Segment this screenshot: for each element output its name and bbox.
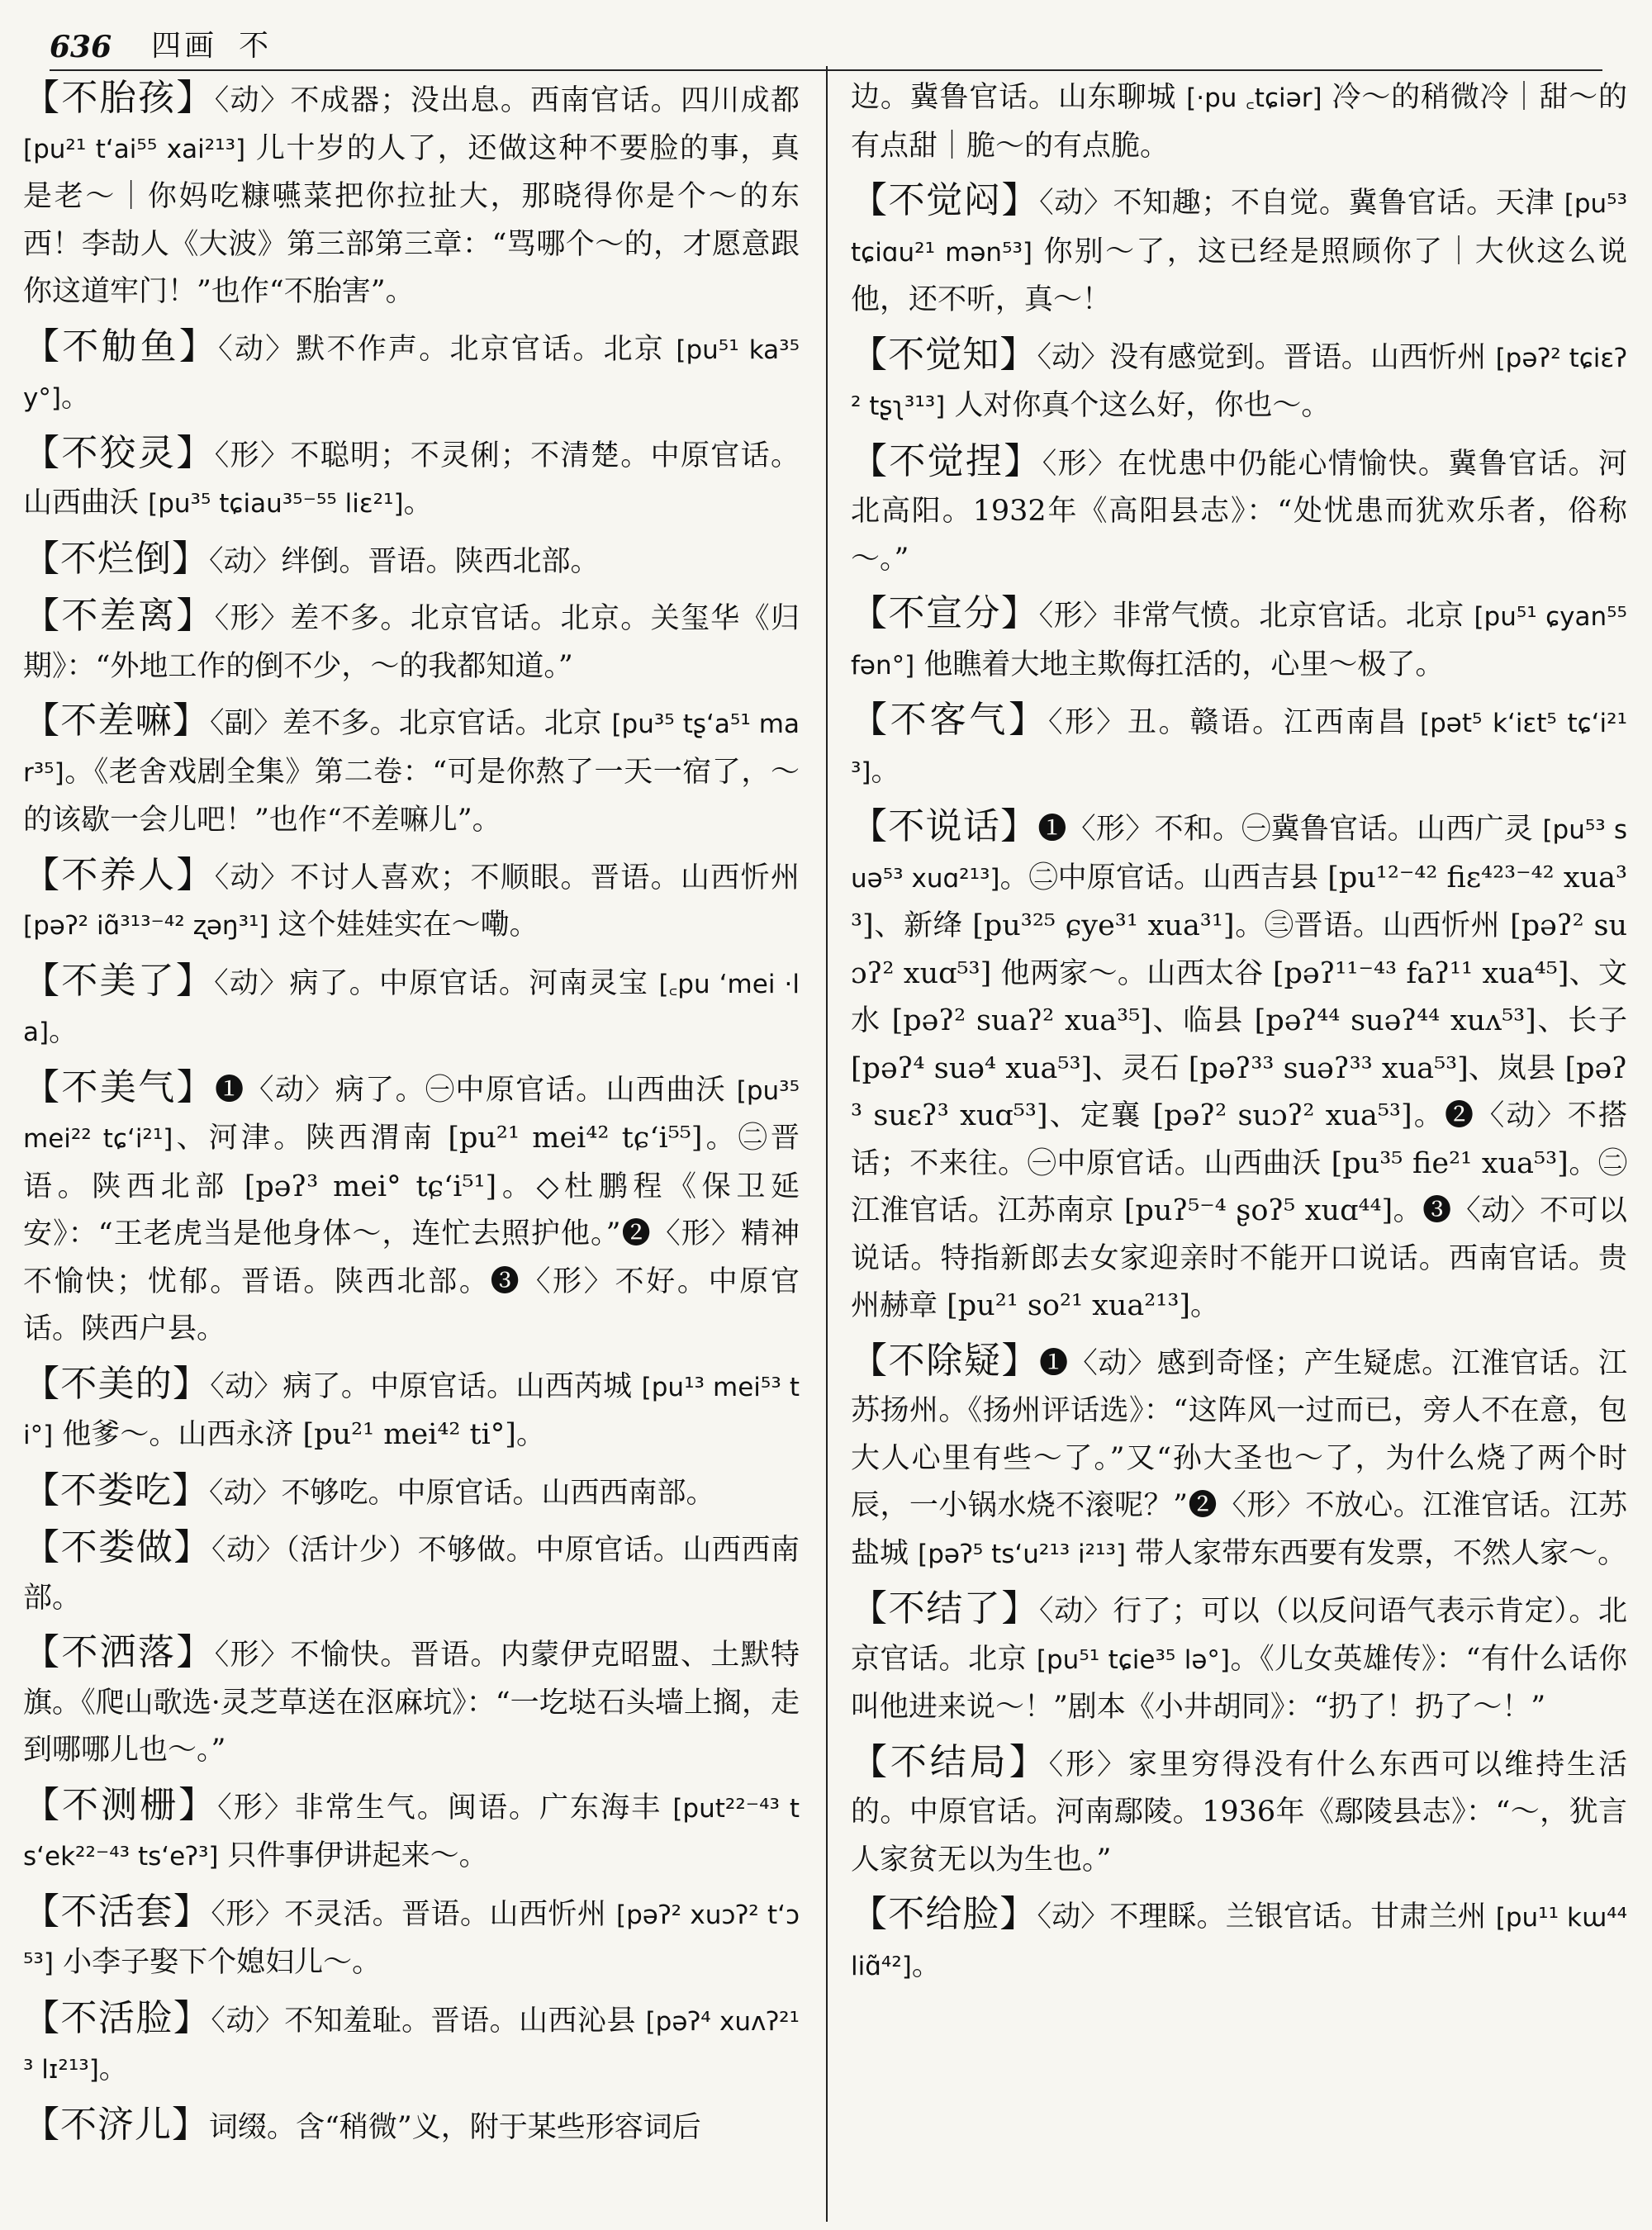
dictionary-entry <box>23 323 800 423</box>
entry-definition: 〈动〉行了；可以（以反问语气表示肯定）。北京官话。北京 <box>851 1595 1627 1676</box>
entry-pronunciation: [pu¹³ mei⁵³ ti°] <box>23 1372 800 1450</box>
entry-definition: 〈形〉家里穷得没有什么东西可以维持生活的。中原官话。河南鄢陵。1936年《鄢陵县志》：“～，犹言人家贫无以为生也。” <box>851 1748 1627 1877</box>
entry-headword: 【不差嘛】 <box>23 700 210 742</box>
entry-headword: 【不觉闷】 <box>851 179 1040 221</box>
entry-headword: 【不烂倒】 <box>23 537 209 580</box>
entry-pronunciation: [pu²¹ t‘ai⁵⁵ xai²¹³] <box>23 134 246 164</box>
entry-pronunciation: [pu³⁵ tɕiau³⁵⁻⁵⁵ liɛ²¹] <box>148 489 404 519</box>
entry-definition: 〈动〉绊倒。晋语。陕西北部。 <box>209 544 600 578</box>
entry-continuation: 冷～的稍微冷｜甜～的有点甜｜脆～的有点脆。 <box>851 81 1627 163</box>
entry-definition: 〈形〉丑。赣语。江西南昌 <box>1047 706 1420 739</box>
entry-headword: 【不娄吃】 <box>23 1468 209 1511</box>
entry-definition: 〈动〉不理睬。兰银官话。甘肃兰州 <box>1037 1900 1496 1933</box>
entry-headword: 【不济儿】 <box>23 2103 209 2146</box>
entry-headword: 【不娄做】 <box>23 1526 211 1568</box>
dictionary-entry <box>851 1585 1627 1732</box>
section-label: 四画 <box>151 29 218 63</box>
entry-continuation: 。 <box>60 381 90 414</box>
entry-definition: 〈形〉非常生气。闽语。广东海丰 <box>217 1791 673 1824</box>
dictionary-entry <box>23 697 800 845</box>
header-character: 不 <box>239 29 273 63</box>
entry-definition: 〈动〉没有感觉到。晋语。山西忻州 <box>1037 340 1496 374</box>
dictionary-entry <box>851 177 1627 325</box>
entry-pronunciation: [pəʔ² tɕiɛʔ² tʂʅ³¹³] <box>851 343 1627 421</box>
entry-continuation: 这个娃娃实在～嘞。 <box>268 909 539 942</box>
dictionary-entry <box>23 429 800 529</box>
entry-definition: 〈动〉不够吃。中原官话。山西西南部。 <box>209 1476 715 1510</box>
entry-continuation: 。 <box>871 754 900 788</box>
entry-pronunciation: [pəʔ² iɑ̃³¹³⁻⁴² ʐəŋ³¹] <box>23 911 269 941</box>
entry-continuation: 。《儿女英雄传》：“有什么话你叫他进来说～！”剧本《小井胡同》：“扔了！扔了～！” <box>851 1642 1627 1724</box>
column-divider <box>826 66 828 2222</box>
entry-headword: 【不活套】 <box>23 1890 211 1933</box>
entry-pronunciation: [put²²⁻⁴³ ts‘ek²²⁻⁴³ ts‘eʔ³] <box>23 1793 800 1872</box>
left-column <box>23 74 800 2158</box>
entry-headword: 【不除疑】 <box>851 1339 1040 1382</box>
entry-headword: 【不洒落】 <box>23 1631 215 1673</box>
entry-headword: 【不觉捏】 <box>851 439 1042 482</box>
dictionary-entry <box>851 1739 1627 1885</box>
entry-headword: 【不狡灵】 <box>23 431 215 474</box>
entry-pronunciation: [pət⁵ k‘iɛt⁵ tɕ‘i²¹³] <box>851 709 1627 787</box>
dictionary-entry <box>851 1337 1627 1579</box>
entry-definition: 边。冀鲁官话。山东聊城 <box>851 81 1187 114</box>
entry-headword: 【不测栅】 <box>23 1783 218 1826</box>
dictionary-entry <box>23 1995 800 2095</box>
entry-headword: 【不觔鱼】 <box>23 325 219 368</box>
page-header <box>50 15 1602 71</box>
entry-continuation: 。 <box>49 1015 78 1048</box>
entry-headword: 【不说话】 <box>851 805 1038 847</box>
entry-definition: 〈动〉病了。中原官话。山西芮城 <box>210 1369 642 1403</box>
entry-pronunciation: [pəʔ⁴ xuʌʔ²¹³ lɪ²¹³] <box>23 2006 800 2085</box>
entry-continuation: 小李子娶下个媳妇儿～。 <box>53 1946 382 1979</box>
entry-definition: 〈动〉不知羞耻。晋语。山西沁县 <box>211 2004 646 2038</box>
entry-headword: 【不胎孩】 <box>23 77 215 119</box>
entry-continuation: 。《老舍戏剧全集》第二卷：“可是你熬了一天一宿了，～的该歇一会儿吧！”也作“不差嘛儿”。 <box>23 755 800 837</box>
dictionary-entry <box>851 590 1627 690</box>
entry-definition: 〈形〉不灵活。晋语。山西忻州 <box>211 1897 616 1931</box>
entry-pronunciation: [pu³⁵ mei²² tɕ‘i²¹] <box>23 1075 800 1154</box>
entry-definition: ❶〈动〉感到奇怪；产生疑虑。江淮官话。江苏扬州。《扬州评话选》：“这阵风一过而已，旁人不在意，包大人心里有些～了。”又“孙大圣也～了，为什么烧了两个时辰，一小锅水烧不滚呢？”❷〈形〉不放心。江淮官话。江苏盐城 <box>851 1346 1627 1570</box>
entry-pronunciation: [·pu ꜀tɕiər] <box>1186 83 1322 113</box>
entry-headword: 【不客气】 <box>851 699 1048 741</box>
entry-definition: 〈形〉不聪明；不灵俐；不清楚。中原官话。山西曲沃 <box>23 439 800 520</box>
entry-pronunciation: [꜀pu ‘mei ·la] <box>23 969 800 1047</box>
entry-headword: 【不美了】 <box>23 959 215 1002</box>
entry-continuation: 他爹～。山西永济 [pu²¹ mei⁴² ti°]。 <box>53 1418 545 1451</box>
dictionary-entry <box>851 74 1627 170</box>
right-column <box>851 74 1627 1997</box>
entry-headword: 【不活脸】 <box>23 1996 211 2039</box>
dictionary-entry <box>23 1467 800 1518</box>
entry-definition: 词缀。含“稍微”义，附于某些形容词后 <box>209 2110 701 2144</box>
entry-continuation: 带人家带东西要有发票，不然人家～。 <box>1126 1536 1627 1570</box>
entry-definition: 〈形〉非常气愤。北京官话。北京 <box>1038 600 1474 633</box>
page-number: 636 <box>50 30 112 64</box>
entry-definition: ❶〈形〉不和。㊀冀鲁官话。山西广灵 <box>1037 813 1543 846</box>
entry-pronunciation: [pu¹¹ kɯ⁴⁴ liɑ̃⁴²] <box>851 1903 1627 1981</box>
entry-definition: 〈副〉差不多。北京官话。北京 <box>209 707 612 740</box>
entry-definition: 〈动〉默不作声。北京官话。北京 <box>218 332 676 366</box>
dictionary-entry <box>23 535 800 586</box>
entry-continuation: 。㊁中原官话。山西吉县 [pu¹²⁻⁴² fiɛ⁴²³⁻⁴² xua³³]、新绛 [pu³²⁵ ɕye³¹ xua³¹]。㊂晋语。山西忻州 [pəʔ² suɔʔ² xuɑ⁵³] 他两家～。山西太谷 [pəʔ¹¹⁻⁴³ faʔ¹¹ xua⁴⁵]、文水 [pəʔ² suaʔ² xua³⁵]、临县 [pəʔ⁴⁴ suəʔ⁴⁴ xuʌ⁵³]、长子 [pəʔ⁴ suə⁴ xua⁵³]、灵石 [pəʔ³³ suəʔ³³ xua⁵³]、岚县 [pəʔ³ suɛʔ³ xuɑ⁵³]、定襄 [pəʔ² suɔʔ² xua⁵³]。❷〈动〉不搭话；不来往。㊀中原官话。山西曲沃 [pu³⁵ fie²¹ xua⁵³]。㊁江淮官话。江苏南京 [puʔ⁵⁻⁴ ʂoʔ⁵ xuɑ⁴⁴]。❸〈动〉不可以说话。特指新郎去女家迎亲时不能开口说话。西南官话。贵州赫章 [pu²¹ so²¹ xua²¹³]。 <box>851 861 1628 1322</box>
entry-definition: 〈动〉不知趣；不自觉。冀鲁官话。天津 <box>1039 187 1564 220</box>
dictionary-entry <box>23 1888 800 1988</box>
entry-definition: 〈形〉差不多。北京官话。北京。关玺华《归期》：“外地工作的倒不少，～的我都知道。” <box>23 602 800 683</box>
entry-headword: 【不养人】 <box>23 853 215 896</box>
entry-pronunciation: [pu⁵¹ ɕyan⁵⁵ fən°] <box>851 602 1627 681</box>
entry-pronunciation: [pu⁵¹ tɕie³⁵ lə°] <box>1036 1644 1230 1675</box>
entry-continuation: 你别～了，这已经是照顾你了｜大伙这么说他，还不听，真～！ <box>851 235 1627 316</box>
entry-pronunciation: [pu⁵³ tɕiɑu²¹ mən⁵³] <box>851 189 1628 268</box>
entry-definition: 〈动〉不成器；没出息。西南官话。四川成都 <box>214 84 800 117</box>
entry-continuation: 只件事伊讲起来～。 <box>218 1839 488 1872</box>
entry-continuation: 、河津。陕西渭南 [pu²¹ mei⁴² tɕ‘i⁵⁵]。㊁晋语。陕西北部 [pəʔ³ mei° tɕ‘i⁵¹]。◇杜鹏程《保卫延安》：“王老虎当是他身体～，连忙去照护他。”❷〈形〉精神不愉快；忧郁。晋语。陕西北部。❸〈形〉不好。中原官话。陕西户县。 <box>23 1122 800 1345</box>
dictionary-entry <box>851 438 1627 584</box>
entry-definition: 〈动〉（活计少）不够做。中原官话。山西西南部。 <box>23 1534 800 1615</box>
entry-headword: 【不美的】 <box>23 1362 211 1405</box>
dictionary-entry <box>23 1524 800 1622</box>
entry-continuation: 。 <box>403 486 433 520</box>
entry-pronunciation: [pəʔ² xuɔʔ² t‘ɔ⁵³] <box>23 1900 800 1978</box>
entry-headword: 【不给脸】 <box>851 1893 1037 1935</box>
entry-pronunciation: [pu³⁵ tʂ‘a⁵¹ mar³⁵] <box>23 709 800 788</box>
dictionary-entry <box>851 696 1627 796</box>
dictionary-entry <box>23 2101 800 2152</box>
entry-definition: ❶〈动〉病了。㊀中原官话。山西曲沃 <box>215 1073 737 1107</box>
entry-definition: 〈形〉不愉快。晋语。内蒙伊克昭盟、土默特旗。《爬山歌选·灵芝草送在沤麻坑》：“一圪垯石头墙上搁，走到哪哪儿也～。” <box>23 1639 800 1767</box>
dictionary-entry <box>23 1064 800 1354</box>
entry-headword: 【不觉知】 <box>851 333 1037 376</box>
entry-continuation: 他瞧着大地主欺侮扛活的，心里～极了。 <box>914 648 1445 681</box>
entry-pronunciation: [pu⁵³ suə⁵³ xuɑ²¹³] <box>851 815 1627 894</box>
dictionary-entry <box>851 1891 1627 1990</box>
entry-headword: 【不结了】 <box>851 1587 1039 1630</box>
entry-continuation: 儿十岁的人了，还做这种不要脸的事，真是老～｜你妈吃糠嚥菜把你拉扯大，那晓得你是个～的东西！李劼人《大波》第三部第三章：“骂哪个～的，才愿意跟你这道牢门！”也作“不胎害”。 <box>23 131 800 308</box>
entry-continuation: 人对你真个这么好，你也～。 <box>945 389 1331 422</box>
dictionary-entry <box>23 1629 800 1775</box>
entry-pronunciation: [pu⁵¹ ka³⁵ y°] <box>23 334 800 413</box>
dictionary-entry <box>23 957 800 1057</box>
entry-definition: 〈形〉在忧患中仍能心情愉快。冀鲁官话。河北高阳。1932年《高阳县志》：“处忧患而犹欢乐者，俗称～。” <box>851 447 1627 576</box>
entry-headword: 【不结局】 <box>851 1740 1049 1783</box>
entry-headword: 【不美气】 <box>23 1065 216 1108</box>
entry-headword: 【不差离】 <box>23 595 215 637</box>
entry-definition: 〈动〉病了。中原官话。河南灵宝 <box>214 966 659 1000</box>
entry-continuation: 。 <box>98 2052 128 2085</box>
entry-pronunciation: [pəʔ⁵ ts‘u²¹³ i²¹³] <box>918 1539 1127 1569</box>
entry-continuation: 。 <box>911 1948 941 1982</box>
dictionary-entry <box>23 852 800 951</box>
dictionary-entry <box>851 331 1627 431</box>
dictionary-entry <box>23 74 800 316</box>
dictionary-entry <box>851 803 1627 1331</box>
dictionary-entry <box>23 1782 800 1881</box>
entry-definition: 〈动〉不讨人喜欢；不顺眼。晋语。山西忻州 <box>214 861 800 894</box>
dictionary-entry <box>23 592 800 690</box>
entry-headword: 【不宣分】 <box>851 592 1039 634</box>
dictionary-entry <box>23 1360 800 1460</box>
